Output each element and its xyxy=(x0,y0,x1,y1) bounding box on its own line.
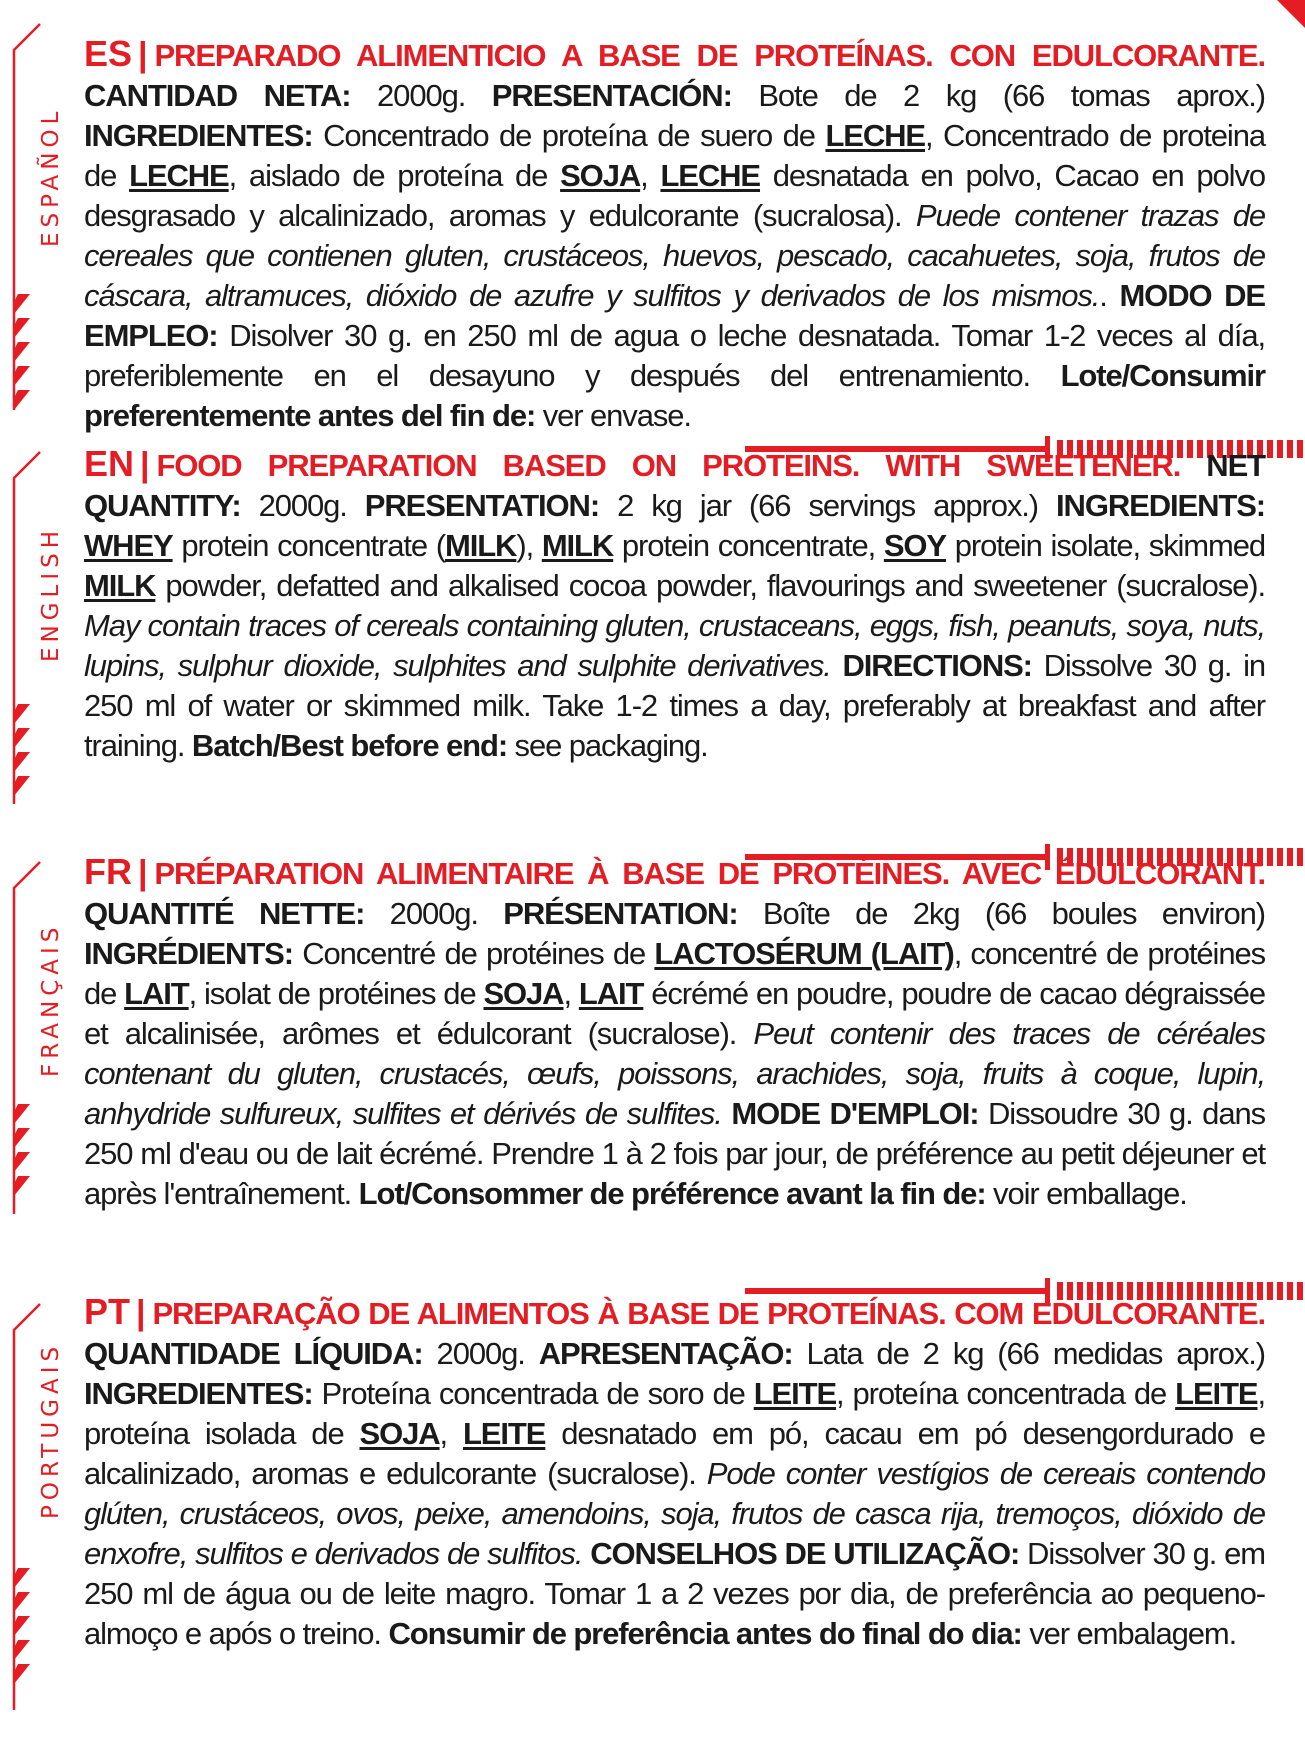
allergen-milk: LECHE xyxy=(825,118,926,153)
ingredients-text: protein isolate, skimmed xyxy=(946,528,1266,563)
language-code: ES xyxy=(84,33,133,74)
traces-end: . xyxy=(1099,278,1120,313)
allergen-milk: LAIT xyxy=(578,976,644,1011)
traces-warning: Pode conter vestígios de cereais contendo glúten, crustáceos, ovos, peixe, amendoins, soja, frutos de casca rija, tremoços, dióxido de enxofre, sulfitos e derivados de sulfitos. xyxy=(84,1456,1265,1571)
ingredients-text: ), xyxy=(516,528,542,563)
batch-label: Lote/Consumir preferentemente antes del fin de: xyxy=(84,358,1265,433)
net-quantity-label: NET QUANTITY: xyxy=(84,448,1265,523)
net-quantity-value: 2000g. xyxy=(364,896,504,931)
label-text-es xyxy=(84,34,1265,436)
ingredients-text: , isolat de protéines de xyxy=(188,976,484,1011)
batch-value: ver envase. xyxy=(535,398,691,433)
section-en xyxy=(0,443,1305,848)
allergen-whey: WHEY xyxy=(84,528,173,563)
ingredients-text: , Concentrado de proteina de xyxy=(84,118,1265,193)
language-code: FR xyxy=(84,851,132,892)
ingredients-text: , concentré de protéines de xyxy=(84,936,1265,1011)
net-quantity-value: 2000g. xyxy=(240,488,365,523)
code-separator: | xyxy=(140,446,149,484)
allergen-soy: SOJA xyxy=(560,158,641,193)
ingredients-text: , proteína isolada de xyxy=(84,1376,1265,1451)
net-quantity-label: CANTIDAD NETA: xyxy=(84,78,351,113)
language-tag: ESPAÑOL xyxy=(38,106,64,247)
allergen-soy: SOJA xyxy=(483,976,564,1011)
ingredients-text: desnatado em pó, cacau em pó desengordurado e alcalinizado, aromas e edulcorante (sucralose). xyxy=(84,1416,1266,1491)
ingredients-text: écrémé en poudre, poudre de cacao dégraissée et alcalinisée, arômes et édulcorant (sucralose). xyxy=(84,976,1266,1051)
allergen-milk: MILK xyxy=(541,528,614,563)
product-heading: FOOD PREPARATION BASED ON PROTEINS. WITH SWEETENER. xyxy=(156,448,1181,483)
language-sidebar-fr xyxy=(0,858,70,1278)
presentation-label: APRESENTAÇÃO: xyxy=(538,1336,793,1371)
language-code: PT xyxy=(84,1291,131,1332)
presentation-value: Lata de 2 kg (66 medidas aprox.) xyxy=(792,1336,1265,1371)
ingredients-text: protein concentrate ( xyxy=(172,528,445,563)
batch-value: ver embalagem. xyxy=(1021,1616,1237,1651)
allergen-milk: LECHE xyxy=(660,158,761,193)
allergen-milk: LEITE xyxy=(753,1376,837,1411)
batch-label: Batch/Best before end: xyxy=(191,728,508,763)
section-pt xyxy=(0,1291,1305,1740)
allergen-soy: SOJA xyxy=(359,1416,440,1451)
ingredients-label: INGREDIENTES: xyxy=(84,1376,313,1411)
allergen-milk: LECHE xyxy=(129,158,229,193)
presentation-value: Boîte de 2kg (66 boules environ) xyxy=(737,896,1265,931)
label-text-pt xyxy=(84,1292,1265,1654)
traces-warning: Puede contener trazas de cereales que contienen gluten, crustáceos, huevos, pescado, cacahuetes, soja, frutos de cáscara, altramuces, dióxido de azufre y sulfitos y derivados de los mismos. xyxy=(84,198,1265,313)
allergen-milk: LEITE xyxy=(1175,1376,1258,1411)
net-quantity-value: 2000g. xyxy=(422,1336,539,1371)
code-separator: | xyxy=(138,36,147,74)
allergen-milk: LAIT xyxy=(124,976,189,1011)
product-heading: PRÉPARATION ALIMENTAIRE À BASE DE PROTÉINES. AVEC ÉDULCORANT. xyxy=(154,856,1265,891)
traces-warning: May contain traces of cereals containing gluten, crustaceans, eggs, fish, peanuts, soya, nuts, lupins, sulphur dioxide, sulphites and sulphite derivatives. xyxy=(84,608,1265,683)
usage-text: Dissolver 30 g. em 250 ml de água ou de leite magro. Tomar 1 a 2 vezes por dia, de preferência ao pequeno-almoço e após o treino. xyxy=(84,1536,1266,1651)
product-heading: PREPARAÇÃO DE ALIMENTOS À BASE DE PROTEÍNAS. COM EDULCORANTE. xyxy=(152,1296,1265,1331)
presentation-label: PRÉSENTATION: xyxy=(503,896,738,931)
ingredients-text: desnatada en polvo, Cacao en polvo desgrasado y alcalinizado, aromas y edulcorante (sucralosa). xyxy=(84,158,1265,233)
usage-text: Dissolve 30 g. in 250 ml of water or skimmed milk. Take 1-2 times a day, preferably at breakfast and after training. xyxy=(84,648,1265,763)
batch-value: see packaging. xyxy=(507,728,708,763)
usage-label: MODO DE EMPLEO: xyxy=(84,278,1266,353)
section-es xyxy=(0,18,1305,438)
language-sidebar-en xyxy=(0,448,70,848)
ingredients-text: , proteína concentrada de xyxy=(836,1376,1176,1411)
batch-label: Lot/Consommer de préférence avant la fin de: xyxy=(358,1176,986,1211)
ingredients-text: Concentrado de proteína de suero de xyxy=(312,118,826,153)
label-text-fr xyxy=(84,852,1265,1214)
presentation-label: PRESENTATION: xyxy=(364,488,600,523)
allergen-whey: LACTOSÉRUM (LAIT) xyxy=(654,936,954,971)
traces-warning: Peut contenir des traces de céréales contenant du gluten, crustacés, œufs, poissons, arachides, soja, fruits à coque, lupin, anhydride sulfureux, sulfites et dérivés de sulfites. xyxy=(84,1016,1265,1131)
language-code: EN xyxy=(84,443,135,484)
ingredients-label: INGREDIENTES: xyxy=(84,118,313,153)
label-text-en xyxy=(84,444,1265,766)
presentation-label: PRESENTACIÓN: xyxy=(491,78,732,113)
code-separator: | xyxy=(138,854,147,892)
allergen-milk: MILK xyxy=(444,528,517,563)
batch-label: Consumir de preferência antes do final do dia: xyxy=(388,1616,1022,1651)
presentation-value: 2 kg jar (66 servings approx.) xyxy=(599,488,1057,523)
net-quantity-label: QUANTIDADE LÍQUIDA: xyxy=(84,1336,423,1371)
ingredients-text: , aislado de proteína de xyxy=(228,158,561,193)
language-tag: FRANÇAIS xyxy=(38,922,64,1077)
allergen-soy: SOY xyxy=(883,528,947,563)
ingredients-text: , xyxy=(640,158,661,193)
ingredients-text: protein concentrate, xyxy=(613,528,884,563)
ingredients-text: Proteína concentrada de soro de xyxy=(312,1376,754,1411)
presentation-value: Bote de 2 kg (66 tomas aprox.) xyxy=(731,78,1265,113)
ingredients-text: , xyxy=(563,976,579,1011)
ingredients-label: INGREDIENTS: xyxy=(1056,488,1265,523)
ingredients-text: , xyxy=(439,1416,463,1451)
usage-text: Disolver 30 g. en 250 ml de agua o leche desnatada. Tomar 1-2 veces al día, preferiblemente en el desayuno y después del entrenamiento. xyxy=(84,318,1265,393)
language-sidebar-es xyxy=(0,18,70,438)
usage-label: DIRECTIONS: xyxy=(842,648,1032,683)
allergen-milk: MILK xyxy=(84,568,156,603)
ingredients-label: INGRÉDIENTS: xyxy=(84,936,293,971)
product-heading: PREPARADO ALIMENTICIO A BASE DE PROTEÍNAS. CON EDULCORANTE. xyxy=(154,38,1265,73)
usage-label: MODE D'EMPLOI: xyxy=(731,1096,979,1131)
language-tag: PORTUGAIS xyxy=(38,1341,64,1519)
language-tag: ENGLISH xyxy=(38,525,64,662)
usage-label: CONSELHOS DE UTILIZAÇÃO: xyxy=(590,1536,1020,1571)
language-sidebar-pt xyxy=(0,1300,70,1740)
net-quantity-label: QUANTITÉ NETTE: xyxy=(84,896,365,931)
section-fr xyxy=(0,851,1305,1278)
batch-value: voir emballage. xyxy=(985,1176,1187,1211)
allergen-milk: LEITE xyxy=(462,1416,546,1451)
usage-text: Dissoudre 30 g. dans 250 ml d'eau ou de lait écrémé. Prendre 1 à 2 fois par jour, de préférence au petit déjeuner et après l'entraînement. xyxy=(84,1096,1265,1211)
ingredients-text: powder, defatted and alkalised cocoa powder, flavourings and sweetener (sucralose). xyxy=(155,568,1265,603)
ingredients-text: Concentré de protéines de xyxy=(292,936,655,971)
code-separator: | xyxy=(136,1294,145,1332)
net-quantity-value: 2000g. xyxy=(350,78,492,113)
